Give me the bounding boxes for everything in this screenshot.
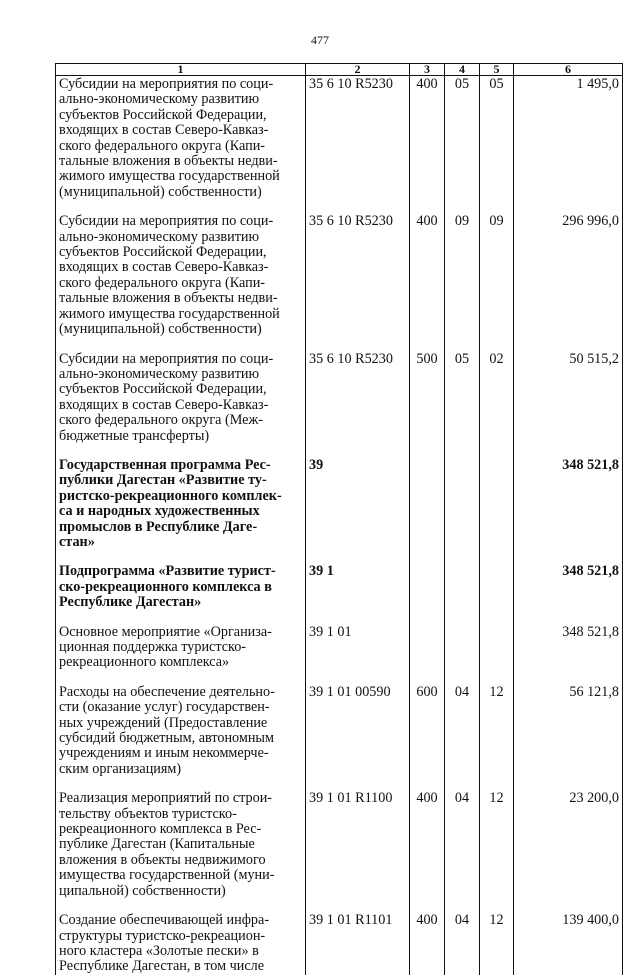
row-subsection: 09: [480, 200, 514, 337]
row-name: [56, 444, 306, 550]
row-subsection: [480, 444, 514, 550]
table-row: [56, 899, 623, 975]
table-row: [56, 671, 623, 777]
row-name: [56, 550, 306, 610]
row-name-line: бюджетные трансферты): [59, 427, 210, 444]
row-code: 39 1 01 R1101: [306, 899, 410, 975]
row-section: [445, 611, 480, 671]
row-code: 39: [306, 444, 410, 550]
row-name-line: субъектов Российской Федерации,: [59, 244, 267, 261]
row-section: [445, 444, 480, 550]
row-section: [445, 550, 480, 610]
row-name-line: ально-экономическому развитию: [59, 228, 260, 245]
row-name-line: ально-экономическому развитию: [59, 365, 260, 382]
row-name: [56, 777, 306, 899]
table-row: [56, 76, 623, 201]
row-name: [56, 338, 306, 444]
table-row: [56, 338, 623, 444]
row-code: 35 6 10 R5230: [306, 338, 410, 444]
row-name-line: жимого имущества государственной: [59, 168, 280, 185]
table-row: [56, 444, 623, 550]
row-name-line: (муниципальной) собственности): [59, 321, 262, 338]
row-name-line: вложения в объекты недвижимого: [59, 851, 266, 868]
row-name: [56, 76, 306, 201]
row-code: 39 1: [306, 550, 410, 610]
row-amount: 348 521,8: [514, 444, 623, 550]
header-col-3: 3: [410, 64, 445, 76]
table-body: [56, 76, 623, 975]
row-name-line: субъектов Российской Федерации,: [59, 381, 267, 398]
row-code: 39 1 01: [306, 611, 410, 671]
row-name-line: ного кластера «Золотые пески» в: [59, 942, 259, 959]
row-expense-type: 400: [410, 899, 445, 975]
row-section: 09: [445, 200, 480, 337]
row-name-line: сти (оказание услуг) государствен-: [59, 699, 270, 716]
header-col-2: 2: [306, 64, 410, 76]
budget-table: [55, 63, 623, 975]
header-col-5: 5: [480, 64, 514, 76]
row-name-line: Государственная программа Рес-: [59, 456, 271, 473]
row-name-line: тальные вложения в объекты недви-: [59, 290, 278, 307]
row-subsection: 12: [480, 671, 514, 777]
row-name-line: Республике Дагестан, в том числе: [59, 958, 264, 975]
row-amount: 348 521,8: [514, 611, 623, 671]
row-amount: 139 400,0: [514, 899, 623, 975]
row-expense-type: [410, 611, 445, 671]
row-name-line: ского федерального округа (Капи-: [59, 137, 266, 154]
table-header: [56, 64, 623, 76]
table-row: [56, 611, 623, 671]
row-name-line: промыслов в Республике Даге-: [59, 518, 258, 535]
row-name-line: Реализация мероприятий по строи-: [59, 790, 273, 807]
row-section: 05: [445, 76, 480, 201]
row-section: 04: [445, 671, 480, 777]
row-name-line: ского федерального округа (Меж-: [59, 412, 263, 429]
row-name-line: стан»: [59, 533, 95, 550]
row-subsection: [480, 611, 514, 671]
row-name-line: субсидий бюджетным, автономным: [59, 730, 274, 747]
row-expense-type: [410, 444, 445, 550]
row-name-line: ского федерального округа (Капи-: [59, 274, 266, 291]
row-name-line: са и народных художественных: [59, 503, 260, 520]
row-name-line: ристско-рекреационного комплек-: [59, 487, 282, 504]
table-row: [56, 550, 623, 610]
row-section: 05: [445, 338, 480, 444]
row-subsection: 05: [480, 76, 514, 201]
row-subsection: 12: [480, 777, 514, 899]
row-expense-type: 600: [410, 671, 445, 777]
row-name-line: ципальной) собственности): [59, 882, 226, 899]
row-name-line: рекреационного комплекса»: [59, 654, 230, 671]
row-subsection: 02: [480, 338, 514, 444]
row-section: 04: [445, 777, 480, 899]
row-name: [56, 899, 306, 975]
row-amount: 348 521,8: [514, 550, 623, 610]
row-name-line: ционная поддержка туристско-: [59, 639, 247, 655]
row-name-line: (муниципальной) собственности): [59, 183, 262, 200]
table-row: [56, 200, 623, 337]
row-name-line: Субсидии на мероприятия по соци-: [59, 213, 274, 230]
row-name-line: публике Дагестан (Капитальные: [59, 836, 255, 853]
row-code: 39 1 01 00590: [306, 671, 410, 777]
row-name-line: тальные вложения в объекты недви-: [59, 153, 278, 170]
row-name-line: входящих в состав Северо-Кавказ-: [59, 122, 269, 139]
row-name-line: Субсидии на мероприятия по соци-: [59, 350, 274, 367]
row-expense-type: 400: [410, 777, 445, 899]
row-section: 04: [445, 899, 480, 975]
row-name-line: входящих в состав Северо-Кавказ-: [59, 259, 269, 276]
row-expense-type: 400: [410, 76, 445, 201]
row-amount: 296 996,0: [514, 200, 623, 337]
row-name-line: ных учреждений (Предоставление: [59, 714, 268, 731]
header-col-4: 4: [445, 64, 480, 76]
header-col-6: 6: [514, 64, 623, 76]
row-code: 39 1 01 R1100: [306, 777, 410, 899]
header-col-1: 1: [56, 64, 306, 76]
row-code: 35 6 10 R5230: [306, 76, 410, 201]
row-name-line: ально-экономическому развитию: [59, 91, 260, 108]
row-name-line: Субсидии на мероприятия по соци-: [59, 76, 274, 92]
row-name-line: входящих в состав Северо-Кавказ-: [59, 396, 269, 413]
row-name-line: жимого имущества государственной: [59, 305, 280, 322]
row-name-line: Расходы на обеспечение деятельно-: [59, 683, 275, 700]
row-name-line: тельству объектов туристско-: [59, 805, 237, 822]
row-amount: 1 495,0: [514, 76, 623, 201]
row-name-line: ским организациям): [59, 760, 182, 777]
row-expense-type: [410, 550, 445, 610]
row-amount: 50 515,2: [514, 338, 623, 444]
row-subsection: [480, 550, 514, 610]
row-name-line: публики Дагестан «Развитие ту-: [59, 472, 267, 489]
row-name-line: рекреационного комплекса в Рес-: [59, 821, 262, 838]
row-name-line: Основное мероприятие «Организа-: [59, 623, 272, 640]
row-amount: 23 200,0: [514, 777, 623, 899]
row-name-line: имущества государственной (муни-: [59, 867, 275, 884]
row-name-line: Подпрограмма «Развитие турист-: [59, 563, 276, 580]
row-name: [56, 200, 306, 337]
row-subsection: 12: [480, 899, 514, 975]
row-name-line: учреждениям и иным некоммерче-: [59, 745, 269, 762]
page-number: 477: [311, 33, 329, 47]
row-amount: 56 121,8: [514, 671, 623, 777]
row-expense-type: 400: [410, 200, 445, 337]
row-name-line: Создание обеспечивающей инфра-: [59, 912, 270, 929]
row-code: 35 6 10 R5230: [306, 200, 410, 337]
row-name-line: Республике Дагестан»: [59, 594, 202, 611]
row-name-line: субъектов Российской Федерации,: [59, 106, 267, 123]
row-name: [56, 671, 306, 777]
row-name: [56, 611, 306, 671]
row-expense-type: 500: [410, 338, 445, 444]
row-name-line: ско-рекреационного комплекса в: [59, 578, 272, 595]
row-name-line: структуры туристско-рекреацион-: [59, 927, 266, 944]
table-row: [56, 777, 623, 899]
